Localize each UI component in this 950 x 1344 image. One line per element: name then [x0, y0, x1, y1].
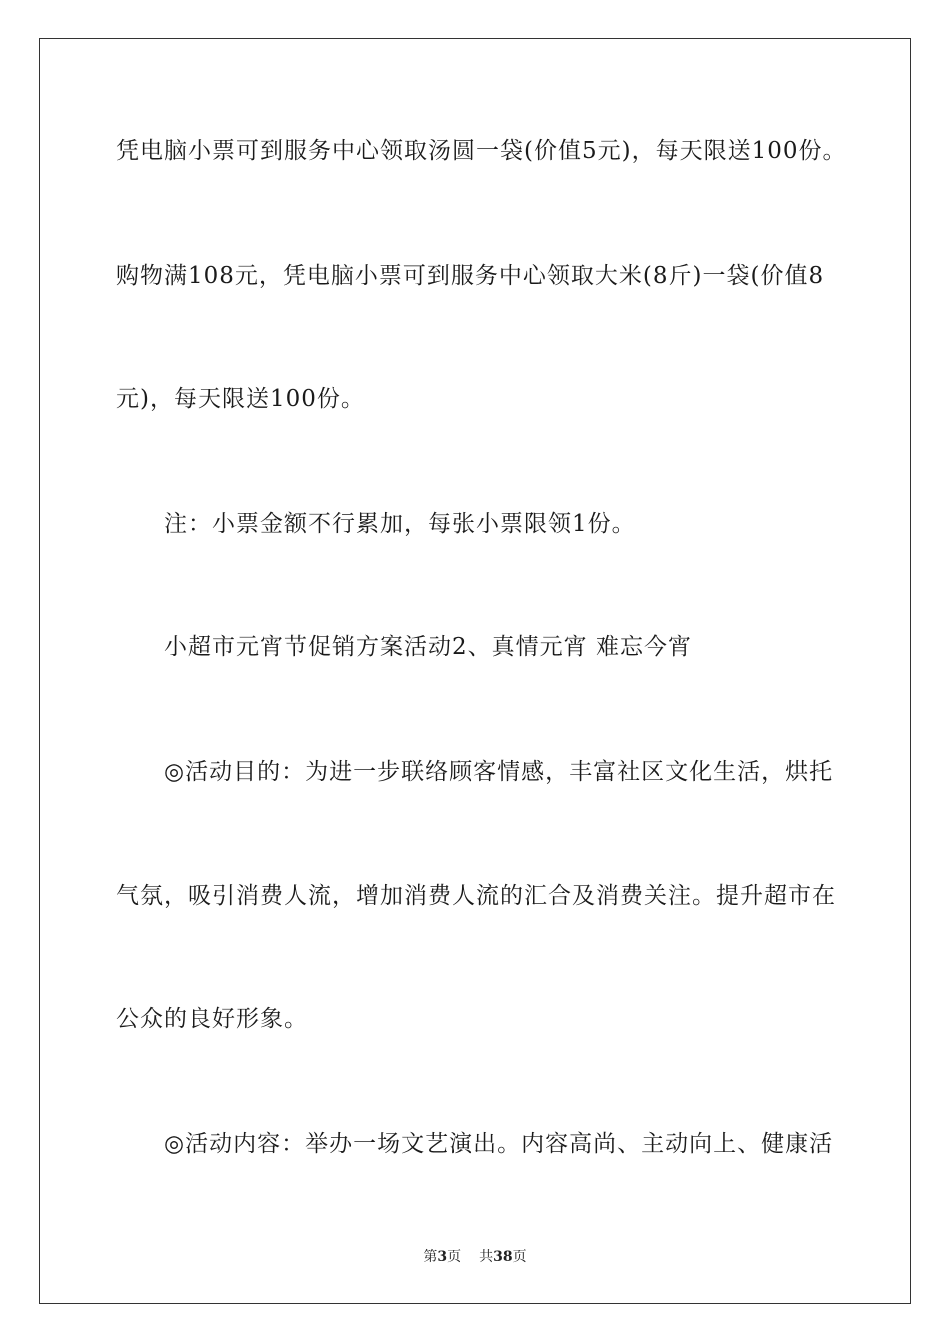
page-prefix: 第 — [423, 1249, 438, 1265]
page-suffix: 页 — [447, 1249, 462, 1265]
body-line-1: 凭电脑小票可到服务中心领取汤圆一袋(价值5元)，每天限送100份。 — [116, 138, 847, 164]
activity-purpose-line-1: ◎活动目的：为进一步联络顾客情感，丰富社区文化生活，烘托 — [164, 759, 834, 785]
page-frame — [39, 38, 911, 1304]
note-line: 注：小票金额不行累加，每张小票限领1份。 — [164, 511, 636, 537]
page-number: 3 — [437, 1249, 448, 1265]
activity-purpose-line-3: 公众的良好形象。 — [116, 1006, 308, 1032]
body-line-2: 购物满108元，凭电脑小票可到服务中心领取大米(8斤)一袋(价值8 — [116, 263, 825, 289]
activity-content-line-1: ◎活动内容：举办一场文艺演出。内容高尚、主动向上、健康活 — [164, 1131, 834, 1157]
total-prefix: 共 — [479, 1249, 494, 1265]
body-line-3: 元)，每天限送100份。 — [116, 386, 365, 412]
page-footer — [0, 1248, 950, 1266]
activity-purpose-line-2: 气氛，吸引消费人流，增加消费人流的汇合及消费关注。提升超市在 — [116, 883, 836, 909]
total-suffix: 页 — [512, 1249, 527, 1265]
section-heading: 小超市元宵节促销方案活动2、真情元宵 难忘今宵 — [164, 634, 692, 660]
total-pages: 38 — [493, 1249, 513, 1265]
